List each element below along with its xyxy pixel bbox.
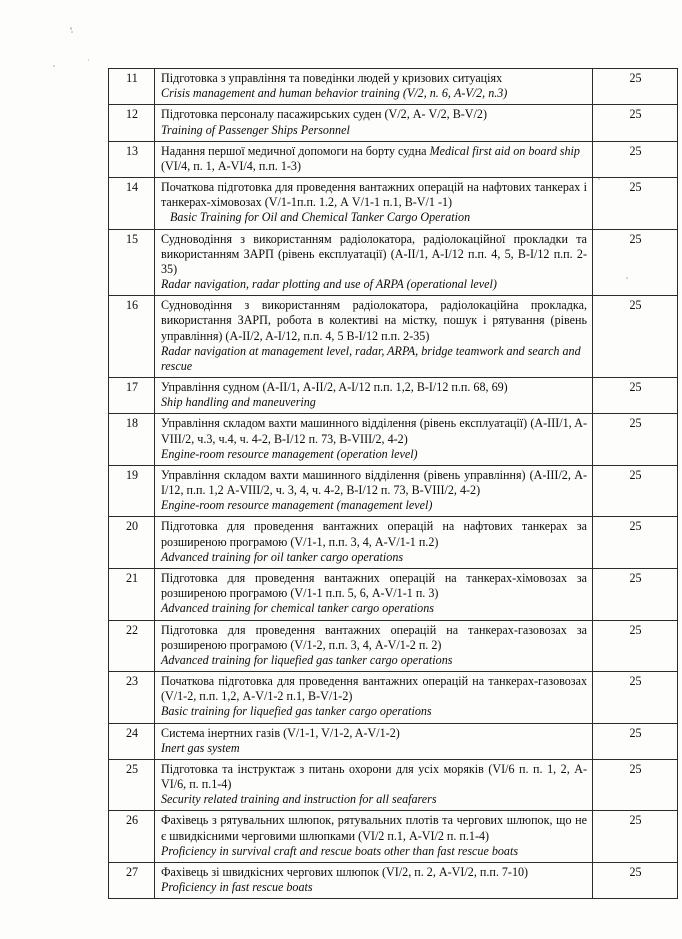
course-title-en: Medical first aid on board ship xyxy=(429,143,580,158)
scan-speck xyxy=(53,65,55,67)
course-title-cell xyxy=(155,296,593,378)
table-row xyxy=(109,378,678,414)
table-row xyxy=(109,414,678,466)
course-hours: 25 xyxy=(593,141,678,177)
table-row xyxy=(109,141,678,177)
course-title-en: Radar navigation, radar plotting and use of ARPA (operational level) xyxy=(161,277,497,292)
course-hours: 25 xyxy=(593,517,678,569)
course-title-cell xyxy=(155,69,593,105)
scan-speck xyxy=(88,59,89,61)
course-title-cell xyxy=(155,414,593,466)
row-number: 11 xyxy=(109,69,155,105)
table-row xyxy=(109,178,678,230)
course-title-ua: Судноводіння з використанням радіолокатора, радіолокаційна прокладка, використання ЗАРП, робота в колективі на містку, пошук і рятування (рівень управління) (A-II/2, A-I/12, п.п. 4, 5 B-I/12 п.п. 2-35) xyxy=(161,298,587,343)
course-title-ua: Підготовка та інструктаж з питань охорони для усіх моряків (VI/6 п. п. 1, 2, A-VI/6, п. п.1-4) xyxy=(161,761,587,792)
course-title-en: Advanced training for oil tanker cargo operations xyxy=(161,549,404,564)
course-title-cell xyxy=(155,568,593,620)
course-title-en xyxy=(161,86,587,101)
course-hours: 25 xyxy=(593,811,678,863)
table-row xyxy=(109,759,678,811)
table-row xyxy=(109,568,678,620)
course-title-en: Security related training and instruction for all seafarers xyxy=(161,792,437,807)
row-number: 16 xyxy=(109,296,155,378)
table-row xyxy=(109,105,678,141)
course-title-cell xyxy=(155,759,593,811)
course-hours: 25 xyxy=(593,229,678,296)
row-number: 12 xyxy=(109,105,155,141)
course-title-en: Inert gas system xyxy=(161,740,240,755)
row-number: 19 xyxy=(109,465,155,517)
course-title-ua: Управління судном (А-II/1, А-II/2, A-I/12 п.п. 1,2, B-I/12 п.п. 68, 69) xyxy=(161,380,508,395)
table-row xyxy=(109,517,678,569)
course-title-cell xyxy=(155,229,593,296)
course-title-ua: Управління складом вахти машинного відділення (рівень управління) (A-III/2, A-I/12, п.п. 1,2 A-VIII/2, ч. 3, 4, ч. 4-2, B-I/12 п. 73, B-VIII/2, 4-2) xyxy=(161,467,587,498)
course-title-cell xyxy=(155,141,593,177)
row-number: 25 xyxy=(109,759,155,811)
table-row xyxy=(109,296,678,378)
course-title-ua: Система інертних газів (V/1-1, V/1-2, A-V/1-2) xyxy=(161,725,400,740)
course-title-en: Ship handling and maneuvering xyxy=(161,395,316,410)
course-hours: 25 xyxy=(593,759,678,811)
course-title-en: Radar navigation at management level, radar, ARPA, bridge teamwork and search and rescue xyxy=(161,343,581,373)
course-title-cell xyxy=(155,105,593,141)
row-number: 26 xyxy=(109,811,155,863)
table-row xyxy=(109,620,678,672)
row-number: 13 xyxy=(109,141,155,177)
table-row xyxy=(109,811,678,863)
course-title-ua: Фахівець з рятувальних шлюпок, рятувальних плотів та чергових шлюпок, що не є швидкісними черговими шлюпками (VI/2 п.1, A-VI/2 п. п.1-4) xyxy=(161,813,587,843)
table-row xyxy=(109,69,678,105)
course-title-en-text: Crisis management and human behavior training xyxy=(161,86,400,101)
course-hours: 25 xyxy=(593,862,678,898)
course-title-ua: Початкова підготовка для проведення вантажних операцій на нафтових танкерах і танкерах-хімовозах (V/1-1п.п. 1.2, А V/1-1 п.1, В-V/1 -1) xyxy=(161,180,587,210)
course-title-ua: Надання першої медичної допомоги на борту судна xyxy=(161,143,430,158)
course-hours: 25 xyxy=(593,178,678,230)
course-title-ua: Управління складом вахти машинного відділення (рівень експлуатації) (A-III/1, A-VIII/2, ч.3, ч.4, ч. 4-2, B-I/12 п. 73, B-VIII/2, 4-2) xyxy=(161,416,587,446)
course-title-cell xyxy=(155,517,593,569)
row-number: 22 xyxy=(109,620,155,672)
course-title-en: Engine-room resource management (operation level) xyxy=(161,446,418,461)
course-title-cell xyxy=(155,620,593,672)
course-hours: 25 xyxy=(593,723,678,759)
course-hours: 25 xyxy=(593,69,678,105)
row-number: 20 xyxy=(109,517,155,569)
table-row xyxy=(109,672,678,724)
row-number: 27 xyxy=(109,862,155,898)
course-title-en: Advanced training for liquefied gas tanker cargo operations xyxy=(161,652,453,667)
course-title-en: Basic Training for Oil and Chemical Tanker Cargo Operation xyxy=(170,210,471,225)
row-number: 24 xyxy=(109,723,155,759)
course-title-en: Proficiency in survival craft and rescue boats other than fast rescue boats xyxy=(161,843,519,858)
table-body xyxy=(109,69,678,899)
course-title-ua: Фахівець зі швидкісних чергових шлюпок (VI/2, п. 2, A-VI/2, п.п. 7-10) xyxy=(161,864,529,879)
course-title-ua: Підготовка для проведення вантажних операцій на танкерах-газовозах за розширеною програмою (V/1-2, п.п. 3, 4, A-V/1-2 п. 2) xyxy=(161,622,587,652)
course-title-ua: Судноводіння з використанням радіолокатора, радіолокаційної прокладки та використанням ЗАРП (рівень експлуатації) (A-II/1, A-I/12 п.п. 4, 5, B-I/12 п.п. 2-35) xyxy=(161,231,587,276)
course-title-cell xyxy=(155,862,593,898)
course-title-cell xyxy=(155,378,593,414)
course-hours: 25 xyxy=(593,378,678,414)
course-reference-code: (V/2, п. 6, А-V/2, п.3) xyxy=(399,86,508,101)
course-hours: 25 xyxy=(593,105,678,141)
courses-table xyxy=(108,68,678,899)
table-row xyxy=(109,465,678,517)
course-title-cell xyxy=(155,465,593,517)
course-title-inline xyxy=(161,144,587,174)
course-title-cell xyxy=(155,811,593,863)
table-row xyxy=(109,723,678,759)
course-hours: 25 xyxy=(593,414,678,466)
course-title-ua: Початкова підготовка для проведення вантажних операцій на танкерах-газовозах (V/1-2, п.п. 1,2, A-V/1-2 п.1, B-V/1-2) xyxy=(161,674,587,704)
course-hours: 25 xyxy=(593,296,678,378)
course-hours: 25 xyxy=(593,465,678,517)
row-number: 18 xyxy=(109,414,155,466)
course-title-ua: Підготовка з управління та поведінки людей у кризових ситуаціях xyxy=(161,71,503,85)
course-title-cell xyxy=(155,672,593,724)
table-row xyxy=(109,229,678,296)
course-title-cell xyxy=(155,178,593,230)
course-hours: 25 xyxy=(593,620,678,672)
course-title-en: Training of Passenger Ships Personnel xyxy=(161,122,350,137)
row-number: 23 xyxy=(109,672,155,724)
scan-speck xyxy=(70,27,72,30)
course-title-ua: Підготовка для проведення вантажних операцій на нафтових танкерах за розширеною програмою (V/1-1, п.п. 3, 4, A-V/1-1 п.2) xyxy=(161,519,587,549)
row-number: 21 xyxy=(109,568,155,620)
course-title-en: Proficiency in fast rescue boats xyxy=(161,880,313,895)
course-reference-code: (VI/4, п. 1, A-VI/4, п.п. 1-3) xyxy=(161,158,301,173)
course-hours: 25 xyxy=(593,672,678,724)
table-row xyxy=(109,862,678,898)
scan-speck xyxy=(71,31,73,33)
course-title-en: Basic training for liquefied gas tanker cargo operations xyxy=(161,704,432,719)
course-hours: 25 xyxy=(593,568,678,620)
row-number: 14 xyxy=(109,178,155,230)
course-title-cell xyxy=(155,723,593,759)
row-number: 17 xyxy=(109,378,155,414)
row-number: 15 xyxy=(109,229,155,296)
course-title-en: Advanced training for chemical tanker cargo operations xyxy=(161,601,434,616)
course-title-ua: Підготовка персоналу пасажирських суден (V/2, А- V/2, В-V/2) xyxy=(161,107,487,122)
course-title-ua: Підготовка для проведення вантажних операцій на танкерах-хімовозах за розширеною програмою (V/1-1 п.п. 5, 6, A-V/1-1 п. 3) xyxy=(161,570,587,601)
course-title-en: Engine-room resource management (management level) xyxy=(161,498,433,513)
